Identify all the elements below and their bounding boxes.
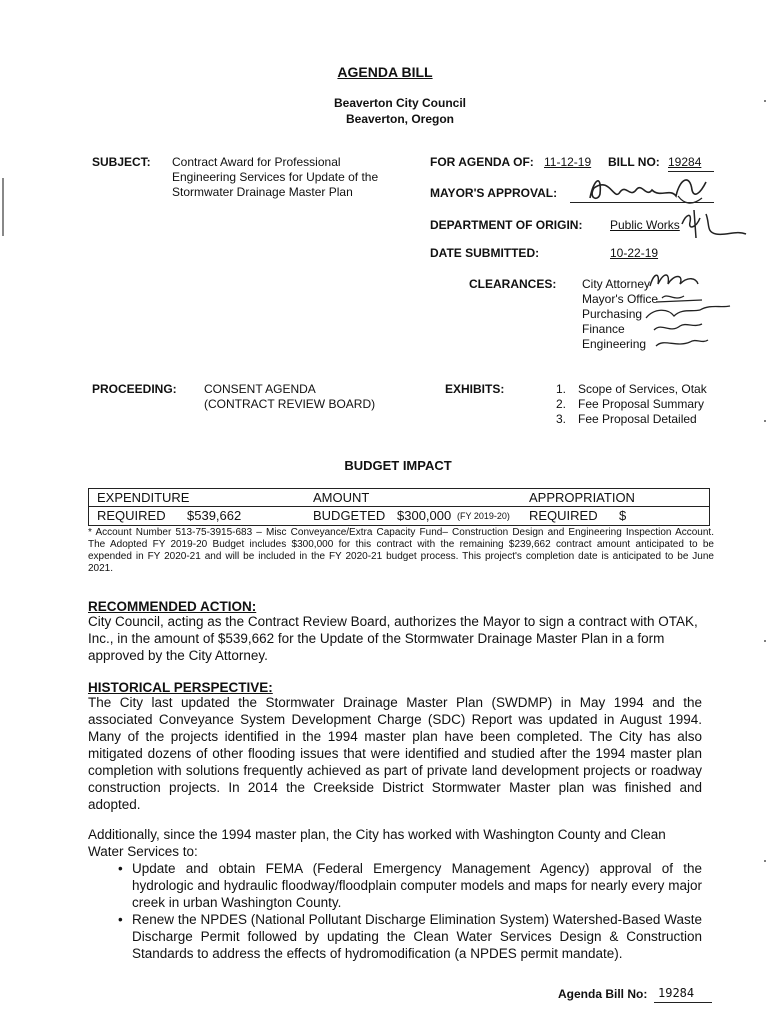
clearance-item: Engineering	[582, 337, 647, 351]
clearance-item: City Attorney	[582, 277, 651, 291]
amount-label: AMOUNT	[313, 490, 370, 505]
department-value: Public Works	[610, 218, 680, 232]
exhibits-label: EXHIBITS:	[445, 382, 505, 396]
subject-text: Contract Award for Professional Engineering Services for Update of the Stormwater Drainage Master Plan	[172, 155, 379, 199]
bullet-item: • Renew the NPDES (National Pollutant Discharge Elimination System) Watershed-Based Waste Discharge Permit followed by updating the Clean Water Services Design & Construction Standards to address the effects of hydromodification (a NPDES permit mandate).	[106, 911, 702, 962]
agenda-of-label: FOR AGENDA OF:	[430, 155, 534, 169]
footer-bill-value: 19284	[658, 986, 695, 1000]
scan-speck	[764, 420, 766, 422]
expenditure-label: EXPENDITURE	[97, 490, 190, 505]
footer-underline	[654, 1002, 712, 1003]
exhibits-list	[556, 382, 707, 427]
budgeted-value: $300,000	[397, 508, 452, 523]
bill-no-value: 19284	[668, 155, 702, 169]
department-initials	[676, 204, 750, 242]
budget-heading: BUDGET IMPACT	[344, 458, 452, 473]
bill-no-label: BILL NO:	[608, 155, 660, 169]
expenditure-value: $539,662	[187, 508, 242, 523]
budget-footnote: * Account Number 513-75-3915-683 – Misc Conveyance/Extra Capacity Fund– Construction Design and Engineering Inspection Account. The Adopted FY 2019-20 Budget includes $300,000 for this contract with the remaining $239,662 contract amount anticipated to be expended in FY 2020-21 and will be included in the FY 2020-21 budget process. This project's completion date is anticipated to be June 2021.	[88, 527, 714, 574]
historical-heading: HISTORICAL PERSPECTIVE:	[88, 680, 273, 695]
date-submitted-value: 10-22-19	[610, 246, 659, 260]
clearance-item: Finance	[582, 322, 625, 336]
clearance-signatures	[644, 268, 744, 354]
scan-speck	[764, 640, 766, 642]
clearances-label: CLEARANCES:	[469, 277, 557, 291]
recommended-heading: RECOMMENDED ACTION:	[88, 599, 257, 614]
agenda-of-value: 11-12-19	[544, 155, 592, 169]
additional-text: Additionally, since the 1994 master plan, the City has worked with Washington County and Clean Water Services to:	[88, 827, 666, 859]
budgeted-label: BUDGETED	[313, 508, 386, 523]
clearance-item: Mayor's Office	[582, 292, 659, 306]
historical-text: The City last updated the Stormwater Drainage Master Plan (SWDMP) in May 1994 and the associated Conveyance System Development Charge (SDC) Report was updated in August 1994. Many of the projects identified in the 1994 master plan have been completed. The City has also mitigated dozens of other flooding issues that were identified and studied after the 1994 master plan completion with solutions frequently achieved as part of private land development projects or roadway construction projects. In 2014 the Creekside District Stormwater Master plan was finished and adopted.	[88, 695, 702, 812]
date-submitted-label: DATE SUBMITTED:	[430, 246, 540, 260]
page-title: AGENDA BILL	[337, 64, 433, 80]
exhibit-item: 3. Fee Proposal Detailed	[556, 412, 697, 426]
budgeted-fy: (FY 2019-20)	[457, 511, 510, 521]
appropriation-required-label: REQUIRED	[529, 508, 598, 523]
proceeding-line1: CONSENT AGENDA	[204, 382, 316, 396]
exhibit-item: 1. Scope of Services, Otak	[556, 382, 707, 396]
bullet-item: • Update and obtain FEMA (Federal Emergency Management Agency) approval of the hydrologic and hydraulic floodway/floodplain computer models and maps for nearly every major creek in urban Washington County.	[106, 860, 702, 911]
scan-margin-mark	[2, 178, 4, 236]
department-label: DEPARTMENT OF ORIGIN:	[430, 218, 583, 232]
budget-table-divider	[89, 506, 709, 507]
subject-label: SUBJECT:	[92, 155, 151, 169]
recommended-text: City Council, acting as the Contract Review Board, authorizes the Mayor to sign a contract with OTAK, Inc., in the amount of $539,662 for the Update of the Stormwater Drainage Master Plan in a form approved by the City Attorney.	[88, 614, 698, 663]
mayors-approval-label: MAYOR'S APPROVAL:	[430, 186, 558, 200]
historical-bullets	[106, 860, 702, 962]
exhibit-item: 2. Fee Proposal Summary	[556, 397, 705, 411]
scan-speck	[764, 860, 766, 862]
expenditure-required-label: REQUIRED	[97, 508, 166, 523]
council-location: Beaverton, Oregon	[345, 112, 455, 126]
scan-speck	[764, 100, 766, 102]
proceeding-line2: (CONTRACT REVIEW BOARD)	[204, 397, 376, 411]
mayor-signature	[580, 168, 720, 208]
budget-table	[88, 488, 710, 526]
council-name: Beaverton City Council	[333, 96, 467, 110]
appropriation-label: APPROPRIATION	[529, 490, 635, 505]
proceeding-label: PROCEEDING:	[92, 382, 177, 396]
appropriation-value: $	[619, 508, 627, 523]
clearance-item: Purchasing	[582, 307, 643, 321]
footer-bill-label: Agenda Bill No:	[558, 987, 648, 1001]
